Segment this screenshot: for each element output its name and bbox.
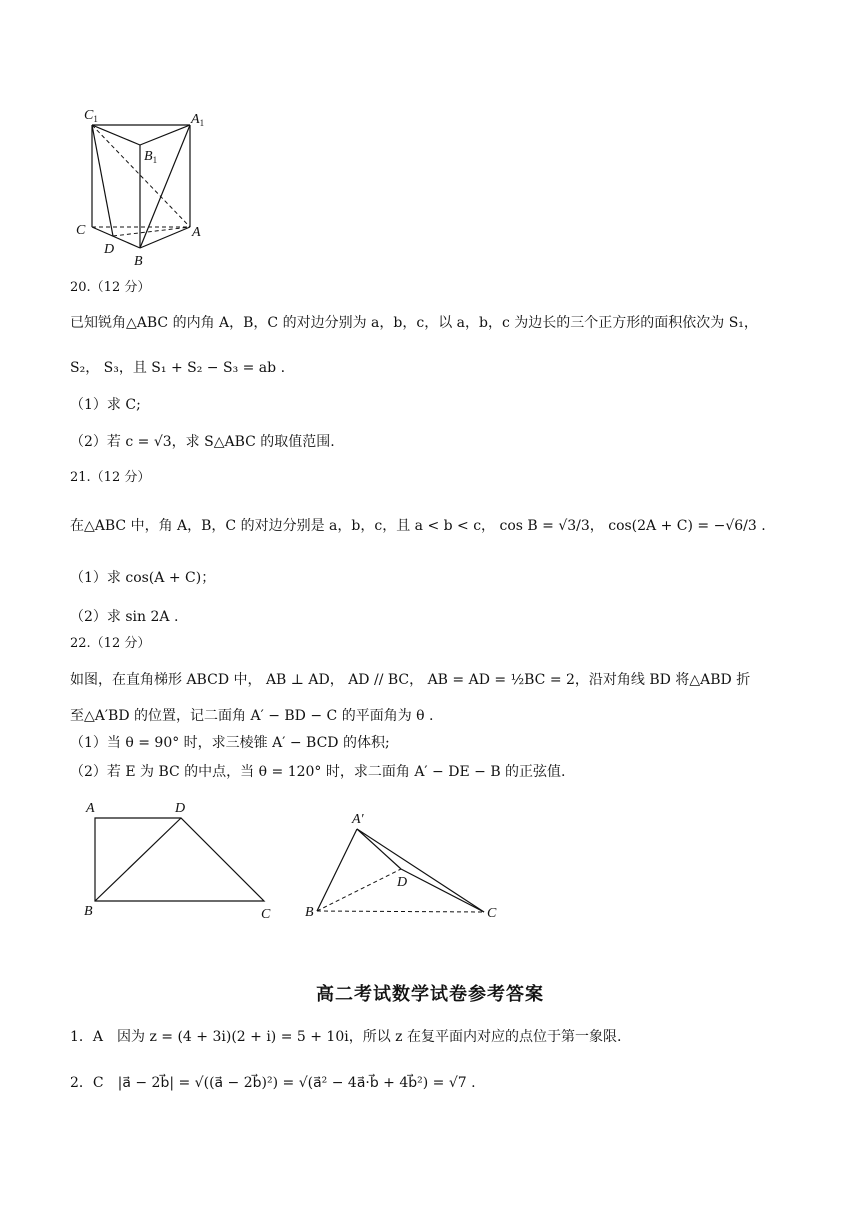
q20-part1: （1）求 C; — [70, 397, 141, 413]
label-a1: $A_1$ — [191, 112, 205, 128]
prism-figure — [70, 100, 220, 272]
label-b: B — [134, 254, 143, 269]
answer-1: 1．A 因为 z = (4 + 3i)(2 + i) = 5 + 10i，所以 z 在复平面内对应的点位于第一象限. — [70, 1029, 622, 1045]
label-d: D — [397, 875, 408, 890]
q20-line2: S₂， S₃，且 S₁ + S₂ − S₃ = ab . — [70, 360, 286, 376]
q21-part1: （1）求 cos(A + C)； — [70, 570, 216, 586]
q22-line2: 至△A′BD 的位置，记二面角 A′ − BD − C 的平面角为 θ . — [70, 708, 434, 724]
answer-2: 2．C |a⃗ − 2b⃗| = √((a⃗ − 2b⃗)²) = √(a⃗² − 4a⃗·b⃗ + 4b⃗²) = √7 . — [70, 1075, 476, 1091]
folded-figure — [300, 806, 510, 926]
q22-heading: 22.（12 分） — [70, 636, 151, 651]
q21-part2: （2）求 sin 2A . — [70, 609, 179, 625]
q22-part2: （2）若 E 为 BC 的中点，当 θ = 120° 时，求二面角 A′ − DE − B 的正弦值. — [70, 764, 566, 780]
label-c: C — [76, 223, 86, 238]
q22-part1: （1）当 θ = 90° 时，求三棱锥 A′ − BCD 的体积; — [70, 735, 390, 751]
q20-part2: （2）若 c = √3，求 S△ABC 的取值范围. — [70, 434, 335, 450]
q20-line1: 已知锐角△ABC 的内角 A，B，C 的对边分别为 a，b，c，以 a，b，c 为边长的三个正方形的面积依次为 S₁， — [70, 315, 758, 331]
trapezoid-figure — [78, 796, 283, 924]
label-a: A — [192, 225, 201, 240]
label-c: C — [487, 906, 497, 921]
label-c1: $C_1$ — [84, 108, 98, 124]
label-c: C — [261, 907, 271, 922]
q22-line1: 如图，在直角梯形 ABCD 中， AB ⊥ AD， AD // BC， AB = AD = ½BC = 2，沿对角线 BD 将△ABD 折 — [70, 672, 751, 688]
label-d: D — [104, 242, 115, 257]
q21-line1: 在△ABC 中，角 A，B，C 的对边分别是 a，b，c，且 a < b < c， cos B = √3/3， cos(2A + C) = −√6/3 . — [70, 518, 766, 534]
label-b: B — [305, 905, 314, 920]
label-b1: $B_1$ — [144, 149, 158, 165]
label-d: D — [175, 801, 186, 816]
label-a-prime: A′ — [352, 812, 364, 827]
q21-heading: 21.（12 分） — [70, 470, 151, 485]
label-a: A — [86, 801, 95, 816]
answers-title: 高二考试数学试卷参考答案 — [316, 984, 544, 1005]
q20-heading: 20.（12 分） — [70, 280, 151, 295]
label-b: B — [84, 904, 93, 919]
